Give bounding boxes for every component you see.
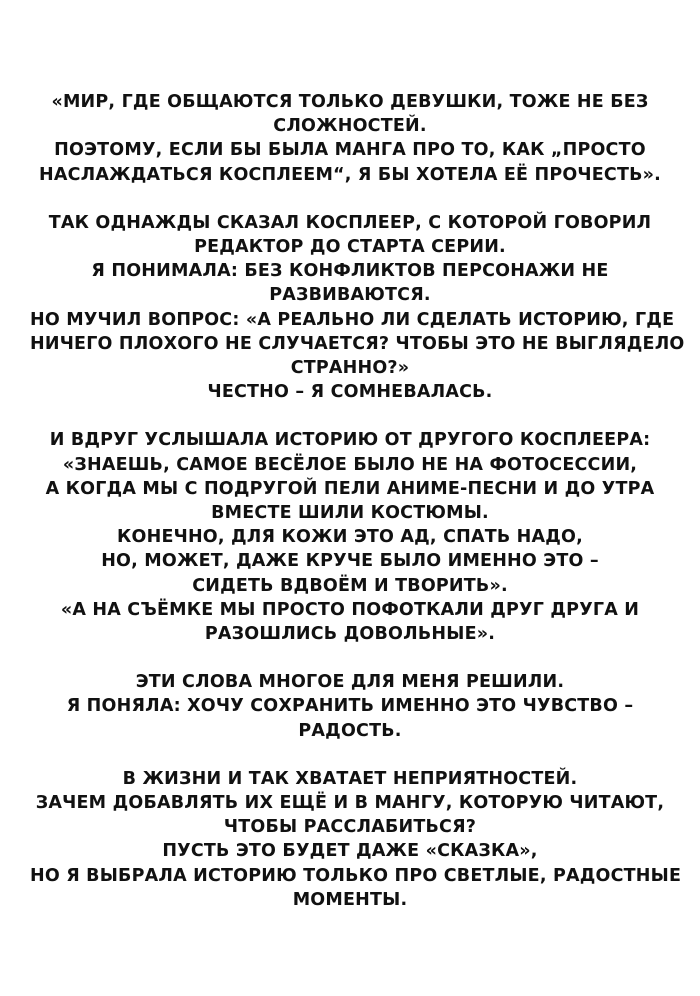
text-line: РЕДАКТОР ДО СТАРТА СЕРИИ. [194,237,506,258]
text-line: Я ПОНИМАЛА: БЕЗ КОНФЛИКТОВ ПЕРСОНАЖИ НЕ [91,261,609,282]
text-line: ЧТОБЫ РАССЛАБИТЬСЯ? [223,817,477,838]
text-line: РАЗОШЛИСЬ ДОВОЛЬНЫЕ». [204,624,496,645]
text-line: А КОГДА МЫ С ПОДРУГОЙ ПЕЛИ АНИМЕ-ПЕСНИ И ДО УТРА [45,478,655,499]
text-line: МОМЕНТЫ. [292,889,408,910]
text-line: СИДЕТЬ ВДВОЁМ И ТВОРИТЬ». [192,575,508,596]
text-line: И ВДРУГ УСЛЫШАЛА ИСТОРИЮ ОТ ДРУГОГО КОСПЛЕЕРА: [49,430,651,451]
text-line: ЧЕСТНО – Я СОМНЕВАЛАСЬ. [207,382,493,403]
text-line: НО МУЧИЛ ВОПРОС: «А РЕАЛЬНО ЛИ СДЕЛАТЬ ИСТОРИЮ, ГДЕ [30,309,675,330]
text-line: СЛОЖНОСТЕЙ. [273,116,427,137]
text-line: КОНЕЧНО, ДЛЯ КОЖИ ЭТО АД, СПАТЬ НАДО, [117,527,583,548]
text-line: ПОЭТОМУ, ЕСЛИ БЫ БЫЛА МАНГА ПРО ТО, КАК „ПРОСТО [54,140,646,161]
text-line: ПУСТЬ ЭТО БУДЕТ ДАЖЕ «СКАЗКА», [162,841,538,862]
paragraph-2 [30,211,685,405]
paragraph-3 [30,428,670,646]
text-line: ТАК ОДНАЖДЫ СКАЗАЛ КОСПЛЕЕР, С КОТОРОЙ ГОВОРИЛ [48,212,652,233]
paragraph-5 [30,767,682,912]
text-line: «МИР, ГДЕ ОБЩАЮТСЯ ТОЛЬКО ДЕВУШКИ, ТОЖЕ НЕ БЕЗ [51,92,649,112]
text-line: В ЖИЗНИ И ТАК ХВАТАЕТ НЕПРИЯТНОСТЕЙ. [122,768,578,789]
text-line: ЭТИ СЛОВА МНОГОЕ ДЛЯ МЕНЯ РЕШИЛИ. [135,672,565,693]
text-line: «ЗНАЕШЬ, САМОЕ ВЕСЁЛОЕ БЫЛО НЕ НА ФОТОСЕССИИ, [62,454,638,475]
afterword-text [30,90,685,936]
text-line: РАДОСТЬ. [298,720,402,741]
text-line: Я ПОНЯЛА: ХОЧУ СОХРАНИТЬ ИМЕННО ЭТО ЧУВСТВО – [66,696,634,717]
text-line: НАСЛАЖДАТЬСЯ КОСПЛЕЕМ“, Я БЫ ХОТЕЛА ЕЁ ПРОЧЕСТЬ». [38,164,661,185]
text-line: «А НА СЪЁМКЕ МЫ ПРОСТО ПОФОТКАЛИ ДРУГ ДРУГА И [60,599,640,620]
paragraph-1 [30,90,670,187]
text-line: НО, МОЖЕТ, ДАЖЕ КРУЧЕ БЫЛО ИМЕННО ЭТО – [101,551,599,572]
text-line: ВМЕСТЕ ШИЛИ КОСТЮМЫ. [211,503,489,524]
text-line: РАЗВИВАЮТСЯ. [269,285,431,306]
paragraph-4 [30,670,670,743]
text-line: СТРАННО?» [290,358,410,379]
text-line: НО Я ВЫБРАЛА ИСТОРИЮ ТОЛЬКО ПРО СВЕТЛЫЕ, РАДОСТНЫЕ [30,865,682,886]
text-line: ЗАЧЕМ ДОБАВЛЯТЬ ИХ ЕЩЁ И В МАНГУ, КОТОРУЮ ЧИТАЮТ, [35,793,665,814]
text-line: НИЧЕГО ПЛОХОГО НЕ СЛУЧАЕТСЯ? ЧТОБЫ ЭТО НЕ ВЫГЛЯДЕЛО [30,333,685,354]
